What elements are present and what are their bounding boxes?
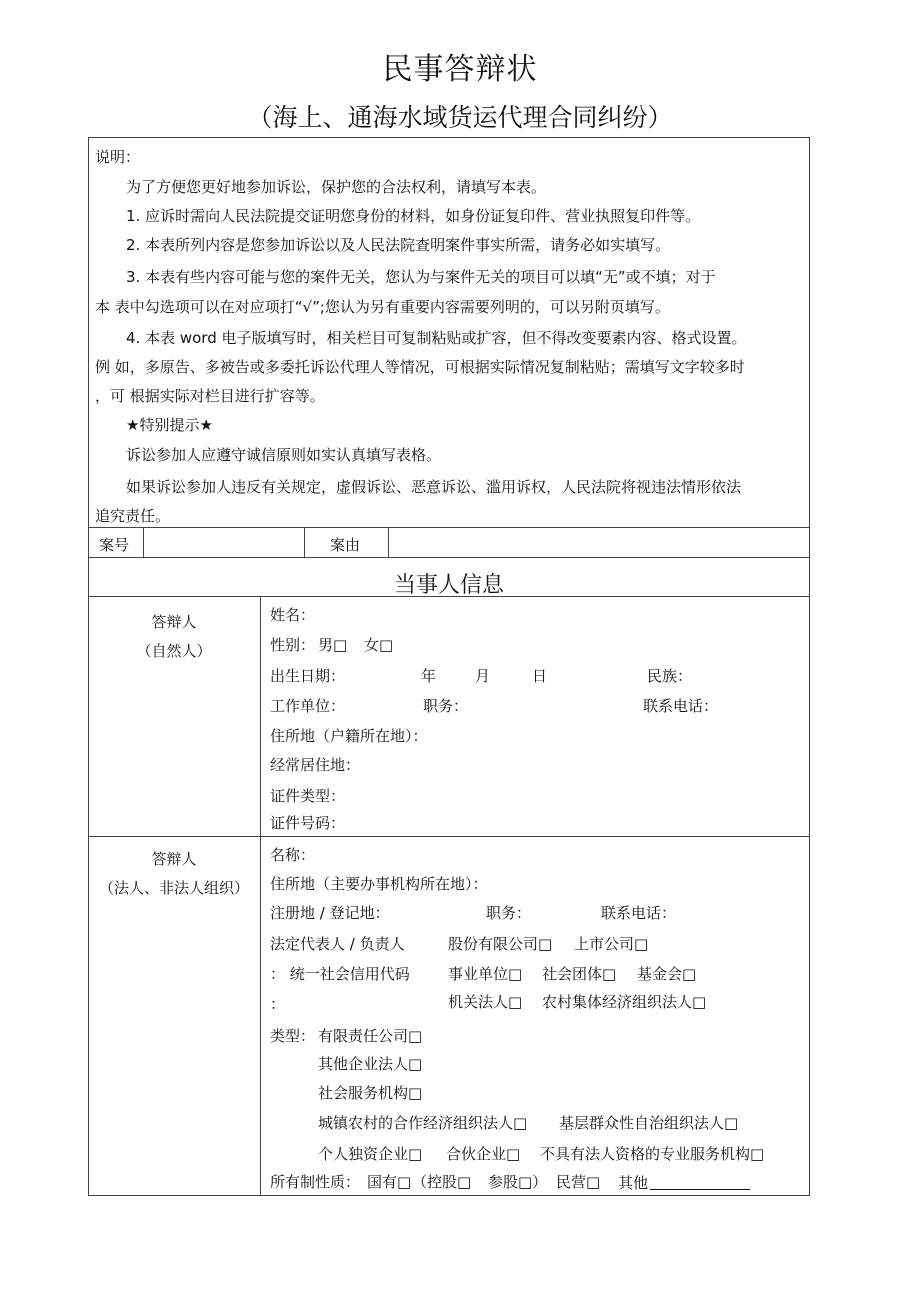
lp-foundation-checkbox[interactable]: 基金会□ bbox=[637, 965, 697, 983]
lp-llc-checkbox[interactable]: 有限责任公司□ bbox=[318, 1027, 423, 1045]
lp-listed-company-checkbox[interactable]: 上市公司□ bbox=[574, 935, 649, 953]
lp-registration-field[interactable]: 注册地 / 登记地： bbox=[270, 904, 390, 922]
np-ethnicity-field[interactable]: 民族： bbox=[647, 667, 693, 685]
case-number-label: 案号 bbox=[99, 536, 130, 554]
np-employer-field[interactable]: 工作单位： bbox=[270, 697, 346, 715]
instructions-item-4-line-2: 例 如，多原告、多被告或多委托诉讼代理人等情况，可根据实际情况复制粘贴；需填写文字较多时 bbox=[95, 358, 745, 376]
instructions-item-2: 2. 本表所列内容是您参加诉讼以及人民法院查明案件事实所需，请务必如实填写。 bbox=[126, 236, 671, 254]
lp-phone-field[interactable]: 联系电话： bbox=[601, 904, 677, 922]
special-notice-2-line-1: 如果诉讼参加人违反有关规定，虚假诉讼、恶意诉讼、滥用诉权，人民法院将视违法情形依法 bbox=[126, 478, 742, 496]
lp-type-label: 类型： bbox=[270, 1027, 316, 1045]
document-subtitle: （海上、通海水域货运代理合同纠纷） bbox=[247, 103, 673, 132]
np-id-type-field[interactable]: 证件类型： bbox=[270, 787, 346, 805]
lp-credit-code-colon: ： bbox=[270, 995, 286, 1013]
divider-natural-person bbox=[88, 836, 810, 837]
party-info-title: 当事人信息 bbox=[393, 573, 504, 598]
np-gender-male-checkbox[interactable]: 男□ bbox=[318, 636, 348, 654]
instructions-item-1: 1. 应诉时需向人民法院提交证明您身份的材料，如身份证复印件、营业执照复印件等。 bbox=[126, 207, 701, 225]
lp-public-institution-checkbox[interactable]: 事业单位□ bbox=[448, 965, 523, 983]
lp-other-ownership-field[interactable] bbox=[618, 1175, 750, 1191]
instructions-item-3-line-1: 3. 本表有些内容可能与您的案件无关，您认为与案件无关的项目可以填“无”或不填；对于 bbox=[126, 268, 716, 286]
case-col-divider-3 bbox=[388, 527, 389, 557]
lp-partnership-checkbox[interactable]: 合伙企业□ bbox=[446, 1145, 521, 1163]
lp-name-field[interactable]: 名称： bbox=[270, 846, 316, 864]
form-table bbox=[88, 137, 810, 1196]
natural-person-sublabel: （自然人） bbox=[136, 642, 212, 660]
instructions-item-3-line-2: 本 表中勾选项可以在对应项打“√”;您认为另有重要内容需要列明的，可以另附页填写。 bbox=[95, 298, 670, 316]
document-title: 民事答辩状 bbox=[382, 52, 538, 87]
np-gender-label: 性别： bbox=[270, 636, 316, 654]
np-gender-female-checkbox[interactable]: 女□ bbox=[364, 636, 394, 654]
special-notice-heading: ★特别提示★ bbox=[126, 416, 213, 434]
special-notice-1: 诉讼参加人应遵守诚信原则如实认真填写表格。 bbox=[126, 446, 442, 464]
special-notice-2-line-2: 追究责任。 bbox=[95, 507, 171, 525]
lp-joint-stock-checkbox[interactable]: 股份有限公司□ bbox=[448, 935, 553, 953]
np-id-number-field[interactable]: 证件号码： bbox=[270, 814, 346, 832]
np-birth-month[interactable]: 月 bbox=[475, 667, 491, 685]
lp-ownership-label: 所有制性质： bbox=[270, 1173, 361, 1191]
np-phone-field[interactable]: 联系电话： bbox=[643, 697, 719, 715]
lp-private-checkbox[interactable]: 民营□ bbox=[556, 1173, 601, 1191]
lp-state-share-checkbox[interactable]: 参股□） bbox=[488, 1173, 548, 1191]
lp-credit-code-field[interactable]: ： 统一社会信用代码 bbox=[270, 965, 410, 983]
lp-state-owned-checkbox[interactable]: 国有□ bbox=[367, 1173, 412, 1191]
divider-instructions bbox=[88, 527, 810, 528]
lp-position-field[interactable]: 职务： bbox=[486, 904, 532, 922]
party-label-divider bbox=[260, 596, 261, 1196]
np-birth-day[interactable]: 日 bbox=[532, 667, 548, 685]
lp-professional-service-checkbox[interactable]: 不具有法人资格的专业服务机构□ bbox=[540, 1145, 765, 1163]
np-position-field[interactable]: 职务： bbox=[423, 697, 469, 715]
lp-other-ownership-label: 其他 bbox=[618, 1174, 649, 1192]
legal-person-label: 答辩人 bbox=[151, 850, 197, 868]
lp-social-service-checkbox[interactable]: 社会服务机构□ bbox=[318, 1084, 423, 1102]
instructions-item-4-line-1: 4. 本表 word 电子版填写时，相关栏目可复制粘贴或扩容，但不得改变要素内容、格式设置。 bbox=[126, 329, 747, 347]
lp-social-group-checkbox[interactable]: 社会团体□ bbox=[542, 965, 617, 983]
lp-domicile-field[interactable]: 住所地（主要办事机构所在地）： bbox=[270, 875, 488, 893]
lp-government-organ-checkbox[interactable]: 机关法人□ bbox=[448, 993, 523, 1011]
instructions-item-4-line-3: ，可 根据实际对栏目进行扩容等。 bbox=[95, 387, 325, 405]
np-residence-field[interactable]: 经常居住地： bbox=[270, 756, 361, 774]
np-domicile-field[interactable]: 住所地（户籍所在地）： bbox=[270, 727, 428, 745]
lp-other-enterprise-checkbox[interactable]: 其他企业法人□ bbox=[318, 1055, 423, 1073]
np-birth-year[interactable]: 年 bbox=[421, 667, 437, 685]
lp-state-holding-checkbox[interactable]: （控股□ bbox=[412, 1173, 472, 1191]
divider-case-row bbox=[88, 557, 810, 558]
case-col-divider-1 bbox=[143, 527, 144, 557]
np-birth-date-label: 出生日期： bbox=[270, 667, 346, 685]
natural-person-label: 答辩人 bbox=[151, 613, 197, 631]
instructions-heading: 说明： bbox=[95, 148, 141, 166]
lp-representative-field[interactable]: 法定代表人 / 负责人 bbox=[270, 935, 405, 953]
lp-other-ownership-blank[interactable] bbox=[650, 1175, 750, 1190]
cause-of-action-label: 案由 bbox=[330, 536, 361, 554]
instructions-intro: 为了方便您更好地参加诉讼，保护您的合法权利，请填写本表。 bbox=[126, 178, 547, 196]
lp-rural-collective-checkbox[interactable]: 农村集体经济组织法人□ bbox=[542, 993, 707, 1011]
case-col-divider-2 bbox=[304, 527, 305, 557]
np-name-field[interactable]: 姓名： bbox=[270, 606, 316, 624]
lp-cooperative-checkbox[interactable]: 城镇农村的合作经济组织法人□ bbox=[318, 1114, 528, 1132]
lp-sole-proprietorship-checkbox[interactable]: 个人独资企业□ bbox=[318, 1145, 423, 1163]
lp-grassroots-org-checkbox[interactable]: 基层群众性自治组织法人□ bbox=[559, 1114, 739, 1132]
legal-person-sublabel: （法人、非法人组织） bbox=[98, 879, 249, 897]
